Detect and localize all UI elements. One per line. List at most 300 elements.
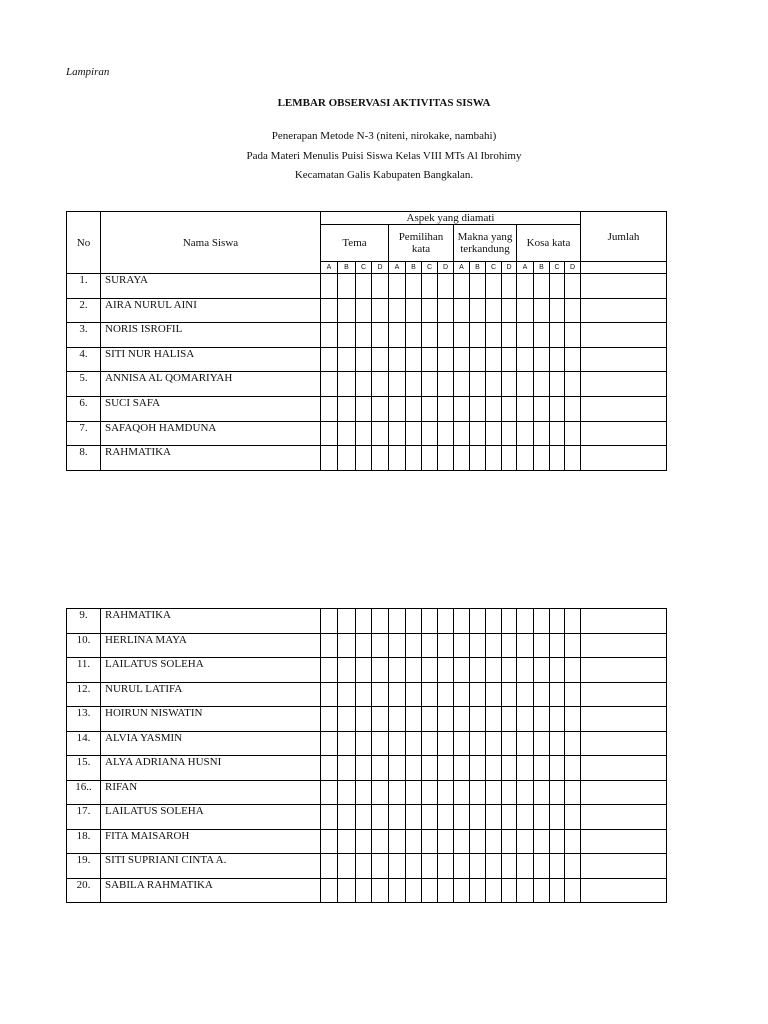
score-cell — [338, 396, 356, 421]
score-cell — [486, 805, 502, 830]
score-cell — [454, 658, 470, 683]
score-cell — [534, 396, 550, 421]
score-cell — [470, 707, 486, 732]
score-cell — [372, 446, 389, 471]
header-no: No — [67, 212, 101, 274]
score-cell — [406, 396, 422, 421]
score-cell — [321, 780, 338, 805]
score-cell — [389, 707, 406, 732]
score-cell — [502, 658, 517, 683]
score-cell — [438, 609, 454, 634]
score-cell — [321, 854, 338, 879]
score-cell — [321, 805, 338, 830]
score-cell — [321, 446, 338, 471]
observation-table-page-2 — [66, 608, 667, 903]
student-name: RAHMATIKA — [101, 446, 321, 471]
score-cell — [389, 854, 406, 879]
grade-label: C — [422, 262, 438, 274]
jumlah-cell — [581, 633, 667, 658]
score-cell — [372, 274, 389, 299]
jumlah-cell — [581, 372, 667, 397]
score-cell — [338, 756, 356, 781]
score-cell — [438, 707, 454, 732]
score-cell — [534, 805, 550, 830]
score-cell — [517, 707, 534, 732]
score-cell — [422, 446, 438, 471]
score-cell — [338, 682, 356, 707]
score-cell — [454, 446, 470, 471]
score-cell — [486, 854, 502, 879]
score-cell — [486, 274, 502, 299]
row-number: 19. — [67, 854, 101, 879]
score-cell — [534, 609, 550, 634]
jumlah-cell — [581, 707, 667, 732]
score-cell — [470, 609, 486, 634]
score-cell — [565, 633, 581, 658]
student-name: SUCI SAFA — [101, 396, 321, 421]
score-cell — [389, 372, 406, 397]
score-cell — [372, 633, 389, 658]
row-number: 6. — [67, 396, 101, 421]
score-cell — [502, 274, 517, 299]
score-cell — [338, 609, 356, 634]
score-cell — [534, 274, 550, 299]
table-row — [67, 682, 667, 707]
score-cell — [321, 347, 338, 372]
score-cell — [406, 421, 422, 446]
jumlah-spacer — [581, 262, 667, 274]
score-cell — [534, 682, 550, 707]
score-cell — [565, 298, 581, 323]
score-cell — [534, 323, 550, 348]
score-cell — [565, 421, 581, 446]
score-cell — [422, 756, 438, 781]
jumlah-cell — [581, 854, 667, 879]
score-cell — [454, 396, 470, 421]
score-cell — [486, 682, 502, 707]
grade-label: D — [565, 262, 581, 274]
score-cell — [422, 805, 438, 830]
score-cell — [517, 298, 534, 323]
row-number: 1. — [67, 274, 101, 299]
score-cell — [486, 731, 502, 756]
score-cell — [338, 854, 356, 879]
score-cell — [389, 446, 406, 471]
score-cell — [565, 372, 581, 397]
table-row — [67, 854, 667, 879]
score-cell — [470, 658, 486, 683]
score-cell — [338, 274, 356, 299]
score-cell — [550, 298, 565, 323]
score-cell — [422, 609, 438, 634]
score-cell — [372, 780, 389, 805]
grade-label: C — [356, 262, 372, 274]
score-cell — [389, 421, 406, 446]
table-row — [67, 274, 667, 299]
score-cell — [502, 421, 517, 446]
score-cell — [372, 756, 389, 781]
score-cell — [438, 829, 454, 854]
score-cell — [550, 878, 565, 903]
score-cell — [517, 633, 534, 658]
grade-label: C — [486, 262, 502, 274]
score-cell — [486, 347, 502, 372]
score-cell — [356, 707, 372, 732]
score-cell — [470, 446, 486, 471]
row-number: 3. — [67, 323, 101, 348]
table-row — [67, 829, 667, 854]
score-cell — [438, 274, 454, 299]
score-cell — [356, 780, 372, 805]
grade-label: D — [438, 262, 454, 274]
score-cell — [517, 682, 534, 707]
score-cell — [321, 756, 338, 781]
score-cell — [565, 682, 581, 707]
score-cell — [502, 609, 517, 634]
score-cell — [422, 682, 438, 707]
score-cell — [321, 878, 338, 903]
score-cell — [321, 707, 338, 732]
table-row — [67, 421, 667, 446]
score-cell — [438, 682, 454, 707]
score-cell — [454, 682, 470, 707]
score-cell — [338, 878, 356, 903]
score-cell — [356, 805, 372, 830]
score-cell — [534, 878, 550, 903]
header-aspect-tema: Tema — [321, 225, 389, 262]
score-cell — [321, 658, 338, 683]
score-cell — [406, 274, 422, 299]
score-cell — [338, 347, 356, 372]
score-cell — [517, 372, 534, 397]
score-cell — [454, 298, 470, 323]
score-cell — [502, 878, 517, 903]
student-name: LAILATUS SOLEHA — [101, 658, 321, 683]
header-jumlah: Jumlah — [581, 212, 667, 262]
score-cell — [517, 658, 534, 683]
score-cell — [486, 396, 502, 421]
score-cell — [438, 805, 454, 830]
jumlah-cell — [581, 731, 667, 756]
row-number: 14. — [67, 731, 101, 756]
subtitle-line-3: Kecamatan Galis Kabupaten Bangkalan. — [294, 169, 474, 181]
score-cell — [517, 731, 534, 756]
score-cell — [422, 323, 438, 348]
document-title: LEMBAR OBSERVASI AKTIVITAS SISWA — [277, 97, 491, 109]
score-cell — [517, 446, 534, 471]
score-cell — [502, 707, 517, 732]
score-cell — [550, 829, 565, 854]
score-cell — [321, 274, 338, 299]
score-cell — [422, 731, 438, 756]
score-cell — [321, 396, 338, 421]
score-cell — [502, 805, 517, 830]
score-cell — [550, 347, 565, 372]
score-cell — [517, 756, 534, 781]
score-cell — [470, 829, 486, 854]
grade-label: B — [338, 262, 356, 274]
score-cell — [550, 323, 565, 348]
score-cell — [454, 274, 470, 299]
score-cell — [438, 396, 454, 421]
score-cell — [422, 274, 438, 299]
score-cell — [486, 323, 502, 348]
score-cell — [517, 274, 534, 299]
score-cell — [565, 323, 581, 348]
score-cell — [565, 878, 581, 903]
score-cell — [372, 347, 389, 372]
score-cell — [550, 372, 565, 397]
score-cell — [470, 805, 486, 830]
score-cell — [321, 731, 338, 756]
score-cell — [517, 421, 534, 446]
student-name: HOIRUN NISWATIN — [101, 707, 321, 732]
score-cell — [338, 421, 356, 446]
score-cell — [438, 854, 454, 879]
score-cell — [406, 372, 422, 397]
score-cell — [356, 372, 372, 397]
score-cell — [565, 707, 581, 732]
observation-table-page-1 — [66, 211, 667, 471]
score-cell — [422, 421, 438, 446]
score-cell — [534, 854, 550, 879]
score-cell — [454, 633, 470, 658]
score-cell — [372, 707, 389, 732]
table-row — [67, 372, 667, 397]
score-cell — [356, 298, 372, 323]
score-cell — [454, 756, 470, 781]
score-cell — [550, 658, 565, 683]
score-cell — [502, 780, 517, 805]
score-cell — [438, 756, 454, 781]
score-cell — [486, 658, 502, 683]
score-cell — [338, 633, 356, 658]
score-cell — [454, 805, 470, 830]
score-cell — [565, 829, 581, 854]
score-cell — [438, 421, 454, 446]
row-number: 9. — [67, 609, 101, 634]
student-name: RIFAN — [101, 780, 321, 805]
score-cell — [550, 805, 565, 830]
score-cell — [338, 298, 356, 323]
score-cell — [356, 274, 372, 299]
score-cell — [470, 396, 486, 421]
score-cell — [534, 633, 550, 658]
score-cell — [422, 372, 438, 397]
score-cell — [470, 780, 486, 805]
row-number: 13. — [67, 707, 101, 732]
score-cell — [534, 421, 550, 446]
score-cell — [565, 805, 581, 830]
score-cell — [372, 878, 389, 903]
student-name: NURUL LATIFA — [101, 682, 321, 707]
score-cell — [389, 878, 406, 903]
grade-label: A — [389, 262, 406, 274]
score-cell — [422, 829, 438, 854]
jumlah-cell — [581, 682, 667, 707]
score-cell — [438, 780, 454, 805]
score-cell — [321, 609, 338, 634]
score-cell — [565, 396, 581, 421]
score-cell — [372, 396, 389, 421]
score-cell — [486, 446, 502, 471]
score-cell — [389, 633, 406, 658]
score-cell — [406, 446, 422, 471]
score-cell — [356, 323, 372, 348]
student-name: SAFAQOH HAMDUNA — [101, 421, 321, 446]
score-cell — [470, 682, 486, 707]
score-cell — [356, 682, 372, 707]
score-cell — [550, 707, 565, 732]
score-cell — [389, 347, 406, 372]
grade-label: D — [372, 262, 389, 274]
student-name: ALVIA YASMIN — [101, 731, 321, 756]
row-number: 10. — [67, 633, 101, 658]
score-cell — [517, 878, 534, 903]
score-cell — [356, 854, 372, 879]
score-cell — [550, 274, 565, 299]
score-cell — [389, 780, 406, 805]
jumlah-cell — [581, 878, 667, 903]
grade-label: A — [321, 262, 338, 274]
score-cell — [550, 633, 565, 658]
student-name: FITA MAISAROH — [101, 829, 321, 854]
score-cell — [486, 372, 502, 397]
score-cell — [356, 421, 372, 446]
score-cell — [422, 854, 438, 879]
score-cell — [534, 658, 550, 683]
score-cell — [534, 756, 550, 781]
score-cell — [454, 347, 470, 372]
score-cell — [372, 854, 389, 879]
score-cell — [389, 756, 406, 781]
jumlah-cell — [581, 756, 667, 781]
score-cell — [534, 298, 550, 323]
score-cell — [565, 609, 581, 634]
row-number: 20. — [67, 878, 101, 903]
score-cell — [486, 609, 502, 634]
jumlah-cell — [581, 780, 667, 805]
score-cell — [454, 731, 470, 756]
score-cell — [338, 658, 356, 683]
score-cell — [486, 421, 502, 446]
grade-label: C — [550, 262, 565, 274]
score-cell — [356, 446, 372, 471]
score-cell — [321, 633, 338, 658]
score-cell — [406, 805, 422, 830]
score-cell — [454, 854, 470, 879]
score-cell — [517, 347, 534, 372]
student-name: LAILATUS SOLEHA — [101, 805, 321, 830]
score-cell — [454, 878, 470, 903]
score-cell — [372, 731, 389, 756]
score-cell — [438, 323, 454, 348]
score-cell — [470, 878, 486, 903]
score-cell — [422, 396, 438, 421]
grade-label: D — [502, 262, 517, 274]
header-nama-siswa: Nama Siswa — [101, 212, 321, 274]
score-cell — [534, 731, 550, 756]
score-cell — [372, 298, 389, 323]
score-cell — [517, 323, 534, 348]
score-cell — [389, 274, 406, 299]
subtitle-line-1: Penerapan Metode N-3 (niteni, nirokake, nambahi) — [271, 130, 497, 142]
score-cell — [486, 633, 502, 658]
jumlah-cell — [581, 446, 667, 471]
score-cell — [517, 609, 534, 634]
table-row — [67, 731, 667, 756]
score-cell — [565, 731, 581, 756]
table-row — [67, 396, 667, 421]
score-cell — [565, 446, 581, 471]
score-cell — [550, 682, 565, 707]
score-cell — [550, 396, 565, 421]
score-cell — [550, 756, 565, 781]
score-cell — [438, 731, 454, 756]
score-cell — [389, 396, 406, 421]
score-cell — [486, 756, 502, 781]
header-aspect-makna: Makna yang terkandung — [454, 225, 517, 262]
score-cell — [406, 298, 422, 323]
score-cell — [565, 658, 581, 683]
score-cell — [338, 780, 356, 805]
score-cell — [454, 780, 470, 805]
student-name: AIRA NURUL AINI — [101, 298, 321, 323]
row-number: 15. — [67, 756, 101, 781]
score-cell — [338, 805, 356, 830]
score-cell — [470, 756, 486, 781]
table-row — [67, 323, 667, 348]
table-row — [67, 878, 667, 903]
table-row — [67, 347, 667, 372]
score-cell — [356, 633, 372, 658]
score-cell — [372, 372, 389, 397]
student-name: NORIS ISROFIL — [101, 323, 321, 348]
score-cell — [406, 854, 422, 879]
score-cell — [470, 372, 486, 397]
score-cell — [438, 347, 454, 372]
score-cell — [389, 323, 406, 348]
score-cell — [422, 633, 438, 658]
table-row — [67, 609, 667, 634]
score-cell — [517, 780, 534, 805]
score-cell — [406, 682, 422, 707]
score-cell — [534, 780, 550, 805]
score-cell — [486, 298, 502, 323]
score-cell — [406, 878, 422, 903]
score-cell — [338, 446, 356, 471]
score-cell — [454, 609, 470, 634]
score-cell — [406, 633, 422, 658]
student-name: SITI NUR HALISA — [101, 347, 321, 372]
score-cell — [406, 731, 422, 756]
score-cell — [470, 421, 486, 446]
score-cell — [470, 731, 486, 756]
score-cell — [356, 878, 372, 903]
score-cell — [502, 731, 517, 756]
jumlah-cell — [581, 421, 667, 446]
jumlah-cell — [581, 298, 667, 323]
score-cell — [372, 609, 389, 634]
score-cell — [338, 707, 356, 732]
jumlah-cell — [581, 396, 667, 421]
score-cell — [356, 609, 372, 634]
score-cell — [422, 707, 438, 732]
table-body-page-2 — [67, 609, 667, 903]
score-cell — [406, 829, 422, 854]
score-cell — [389, 609, 406, 634]
score-cell — [321, 298, 338, 323]
